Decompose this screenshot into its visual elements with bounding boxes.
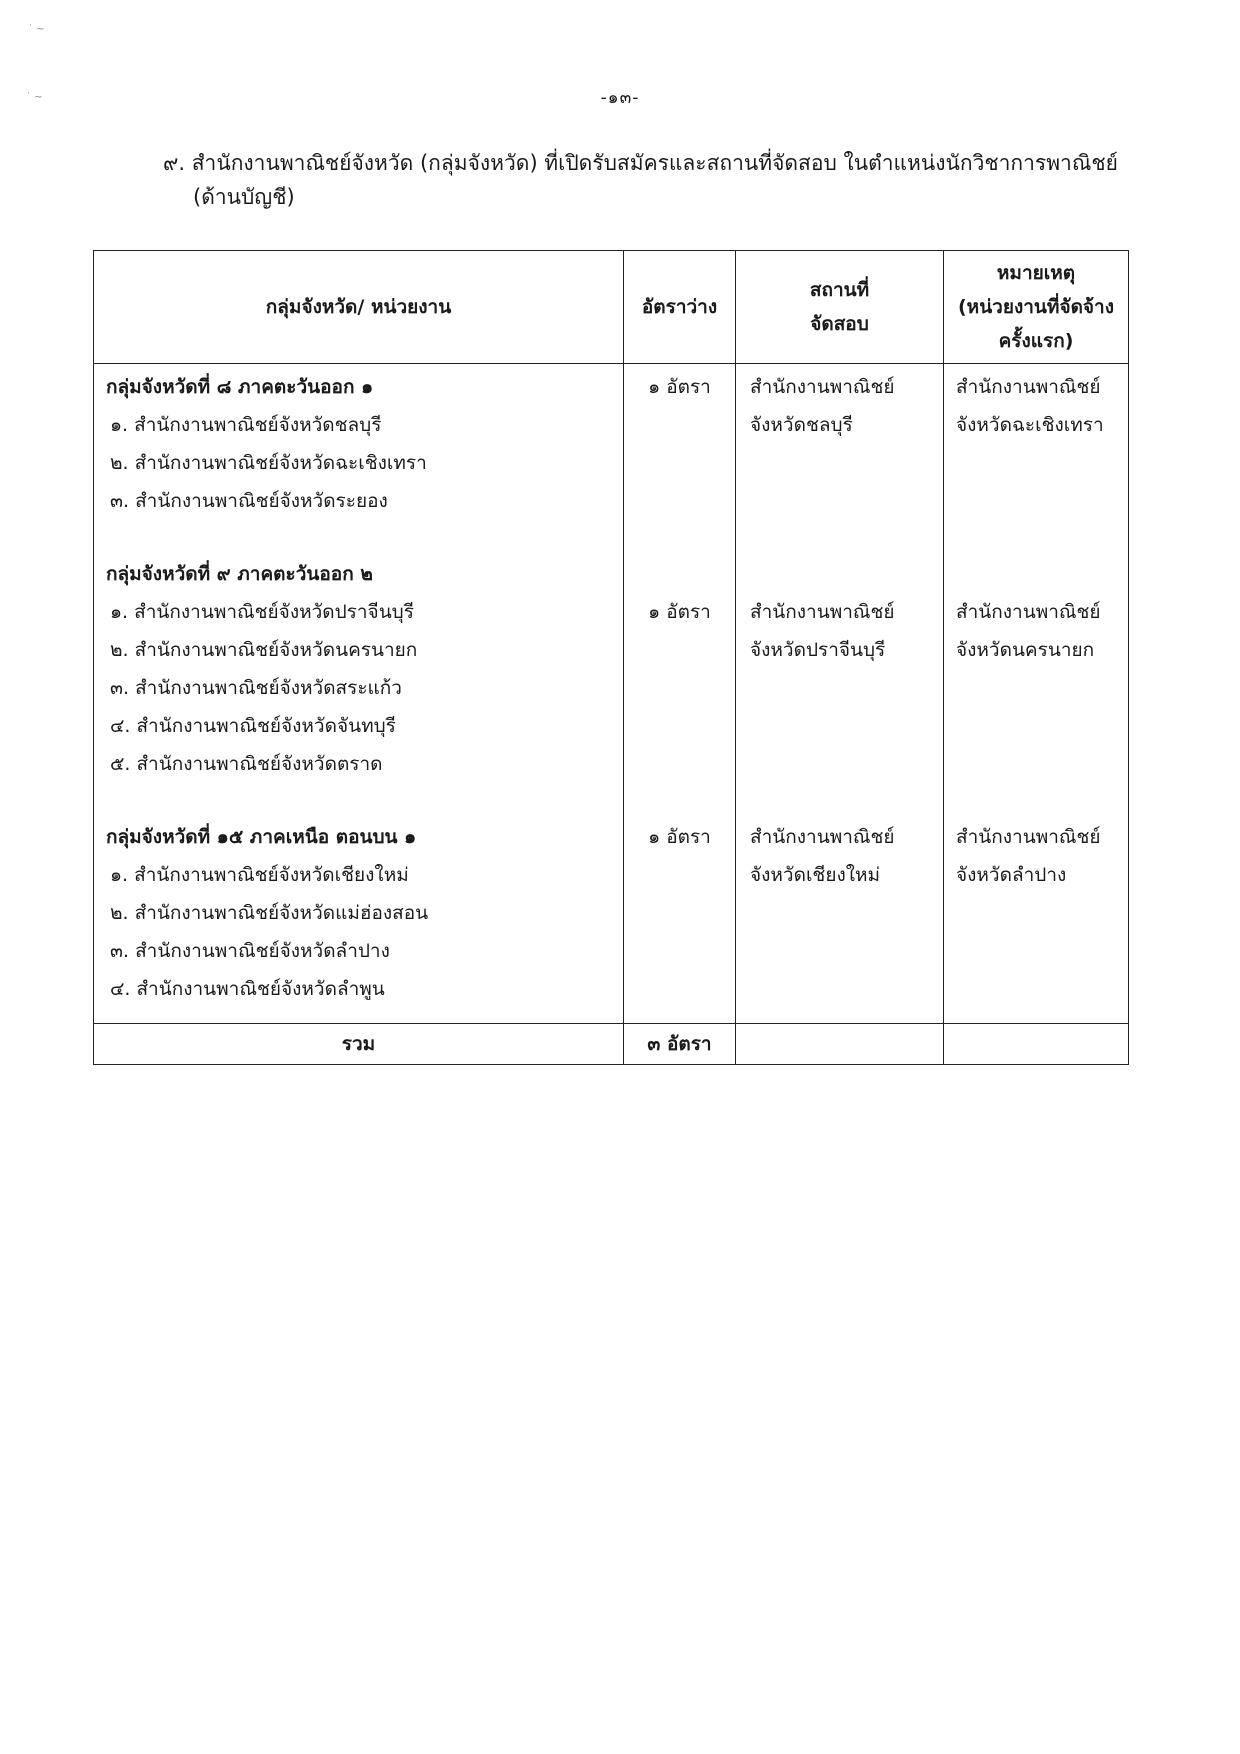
header-note-line: ครั้งแรก) [998, 330, 1074, 352]
place-line: สำนักงานพาณิชย์ [750, 376, 895, 398]
unit-cell [94, 364, 624, 1024]
group-title: กลุ่มจังหวัดที่ ๑๕ ภาคเหนือ ตอนบน ๑ [106, 826, 417, 848]
office-item: ๓. สำนักงานพาณิชย์จังหวัดระยอง [110, 490, 388, 512]
note-line: จังหวัดนครนายก [956, 639, 1095, 661]
total-note-empty [944, 1024, 1129, 1065]
total-rate: ๓ อัตรา [624, 1024, 736, 1065]
office-item: ๑. สำนักงานพาณิชย์จังหวัดปราจีนบุรี [110, 601, 414, 623]
section-heading [163, 146, 1123, 214]
total-label: รวม [94, 1024, 624, 1065]
group-title: กลุ่มจังหวัดที่ ๙ ภาคตะวันออก ๒ [106, 563, 373, 585]
header-note-line: (หน่วยงานที่จัดจ้าง [957, 296, 1114, 318]
office-item: ๔. สำนักงานพาณิชย์จังหวัดจันทบุรี [110, 715, 396, 737]
place-line: สำนักงานพาณิชย์ [750, 601, 895, 623]
heading-line-1: ๙. สำนักงานพาณิชย์จังหวัด (กลุ่มจังหวัด) ที่เปิดรับสมัครและสถานที่จัดสอบ ในตำแหน่งนักวิชาการพาณิชย์ [163, 151, 1118, 175]
note-line: สำนักงานพาณิชย์ [956, 826, 1101, 848]
header-place-line: สถานที่ [809, 279, 870, 301]
scan-mark: ˙ ~ [26, 92, 43, 103]
office-item: ๒. สำนักงานพาณิชย์จังหวัดแม่ฮ่องสอน [110, 902, 429, 924]
place-block [750, 555, 931, 783]
office-item: ๑. สำนักงานพาณิชย์จังหวัดชลบุรี [110, 414, 382, 436]
note-block [956, 368, 1120, 520]
header-rate: อัตราว่าง [624, 251, 736, 364]
place-line: สำนักงานพาณิชย์ [750, 826, 895, 848]
rate-value: ๑ อัตรา [648, 376, 711, 398]
note-cell [944, 364, 1129, 1024]
rate-cell [624, 364, 736, 1024]
office-item: ๓. สำนักงานพาณิชย์จังหวัดสระแก้ว [110, 677, 402, 699]
office-item: ๕. สำนักงานพาณิชย์จังหวัดตราด [110, 753, 383, 775]
header-place-line: จัดสอบ [810, 313, 869, 335]
office-item: ๑. สำนักงานพาณิชย์จังหวัดเชียงใหม่ [110, 864, 409, 886]
place-block [750, 368, 931, 520]
group-block [106, 818, 611, 1008]
place-line: จังหวัดปราจีนบุรี [750, 639, 886, 661]
note-line: จังหวัดลำปาง [956, 864, 1067, 886]
note-line: สำนักงานพาณิชย์ [956, 601, 1101, 623]
note-block [956, 818, 1120, 1008]
office-item: ๓. สำนักงานพาณิชย์จังหวัดลำปาง [110, 940, 390, 962]
place-line: จังหวัดชลบุรี [750, 414, 853, 436]
heading-line-2: (ด้านบัญชี) [193, 185, 295, 209]
rate-block [632, 818, 727, 1008]
header-unit: กลุ่มจังหวัด/ หน่วยงาน [94, 251, 624, 364]
scan-mark: ˙ ~ [28, 24, 45, 35]
place-cell [736, 364, 944, 1024]
office-item: ๒. สำนักงานพาณิชย์จังหวัดฉะเชิงเทรา [110, 452, 427, 474]
vacancy-table [93, 250, 1129, 1065]
total-place-empty [736, 1024, 944, 1065]
place-block [750, 818, 931, 1008]
place-line: จังหวัดเชียงใหม่ [750, 864, 881, 886]
note-line: จังหวัดฉะเชิงเทรา [956, 414, 1104, 436]
rate-block [632, 555, 727, 783]
note-block [956, 555, 1120, 783]
office-item: ๒. สำนักงานพาณิชย์จังหวัดนครนายก [110, 639, 418, 661]
rate-value: ๑ อัตรา [648, 826, 711, 848]
table-header-row [94, 251, 1129, 364]
total-row [94, 1024, 1129, 1065]
group-title: กลุ่มจังหวัดที่ ๘ ภาคตะวันออก ๑ [106, 376, 374, 398]
office-item: ๔. สำนักงานพาณิชย์จังหวัดลำพูน [110, 978, 385, 1000]
page-number: -๑๓- [600, 88, 640, 108]
rate-block [632, 368, 727, 520]
rate-value: ๑ อัตรา [648, 601, 711, 623]
header-note [944, 251, 1129, 364]
header-note-line: หมายเหตุ [996, 262, 1076, 284]
note-line: สำนักงานพาณิชย์ [956, 376, 1101, 398]
group-block [106, 368, 611, 520]
header-place [736, 251, 944, 364]
table-body-row [94, 364, 1129, 1024]
group-block [106, 555, 611, 783]
